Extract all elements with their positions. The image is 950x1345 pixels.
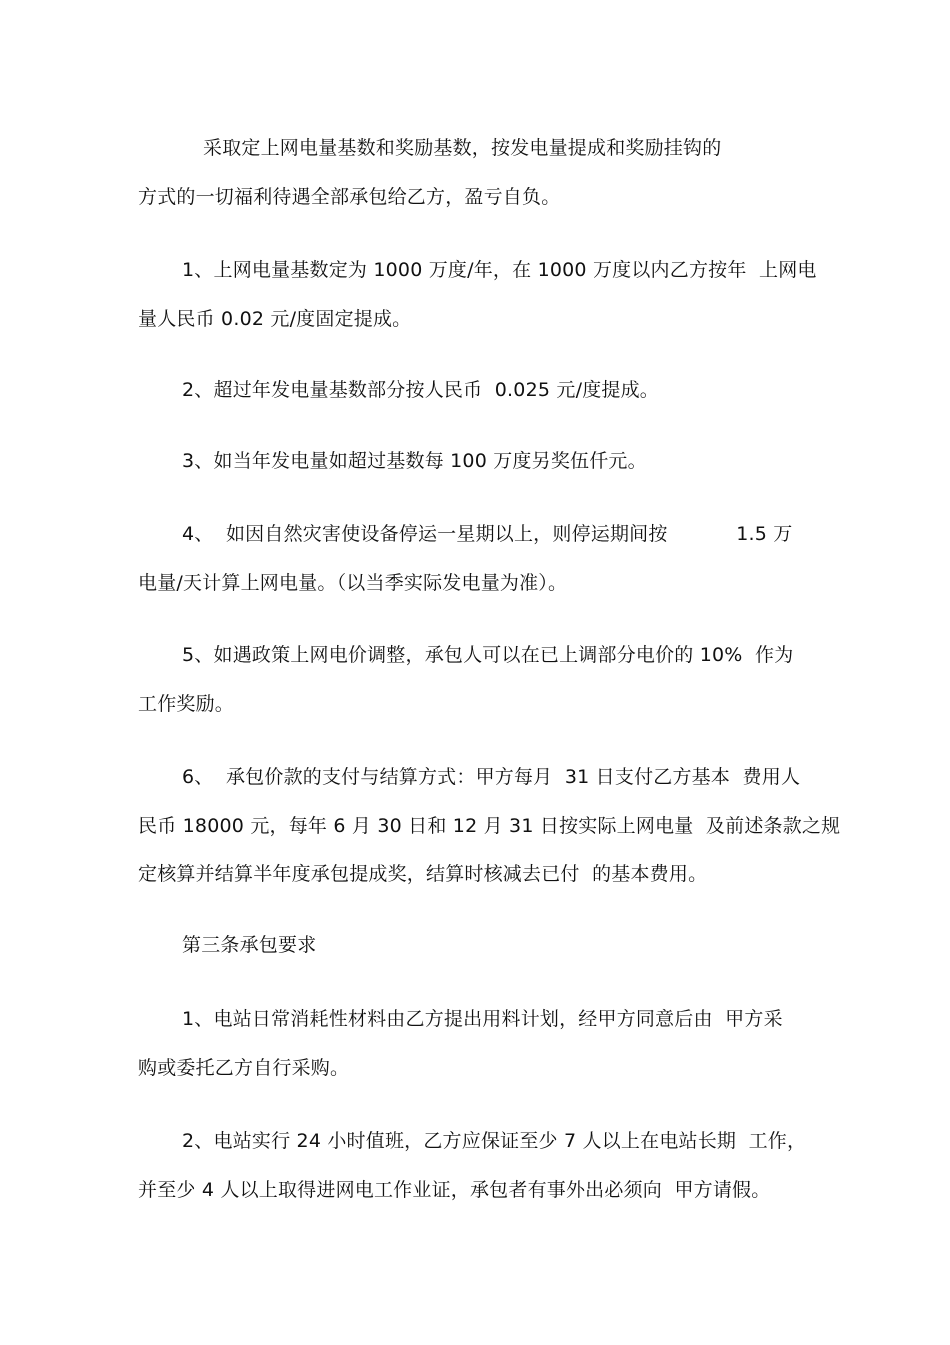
section-3-item-1-line-2: 购或委托乙方自行采购。 [138, 1057, 350, 1079]
clause-6-line-2: 民币 18000 元，每年 6 月 30 日和 12 月 31 日按实际上网电量 及前述条款之规 [138, 815, 841, 837]
clause-6-line-3: 定核算并结算半年度承包提成奖，结算时核减去已付 的基本费用。 [138, 863, 708, 885]
clause-3-line-1: 3、如当年发电量如超过基数每 100 万度另奖伍仟元。 [182, 450, 647, 472]
clause-4-line-1: 4、 如因自然灾害使设备停运一星期以上，则停运期间按 1.5 万 [182, 523, 793, 545]
section-3-item-1-line-1: 1、电站日常消耗性材料由乙方提出用料计划，经甲方同意后由 甲方采 [182, 1008, 783, 1030]
section-3-item-2-line-1: 2、电站实行 24 小时值班，乙方应保证至少 7 人以上在电站长期 工作， [182, 1130, 807, 1152]
clause-1-line-2: 量人民币 0.02 元/度固定提成。 [138, 308, 412, 330]
clause-1-line-1: 1、上网电量基数定为 1000 万度/年，在 1000 万度以内乙方按年 上网电 [182, 259, 817, 281]
intro-line-2: 方式的一切福利待遇全部承包给乙方，盈亏自负。 [138, 186, 561, 208]
clause-5-line-2: 工作奖励。 [138, 693, 235, 715]
clause-6-line-1: 6、 承包价款的支付与结算方式：甲方每月 31 日支付乙方基本 费用人 [182, 766, 801, 788]
clause-2-line-1: 2、超过年发电量基数部分按人民币 0.025 元/度提成。 [182, 379, 660, 401]
section-3-heading: 第三条承包要求 [182, 934, 317, 956]
clause-4-line-2: 电量/天计算上网电量。（以当季实际发电量为准）。 [138, 572, 568, 594]
clause-5-line-1: 5、如遇政策上网电价调整，承包人可以在已上调部分电价的 10% 作为 [182, 644, 794, 666]
intro-line-1: 采取定上网电量基数和奖励基数，按发电量提成和奖励挂钩的 [203, 137, 722, 159]
section-3-item-2-line-2: 并至少 4 人以上取得进网电工作业证，承包者有事外出必须向 甲方请假。 [138, 1179, 771, 1201]
